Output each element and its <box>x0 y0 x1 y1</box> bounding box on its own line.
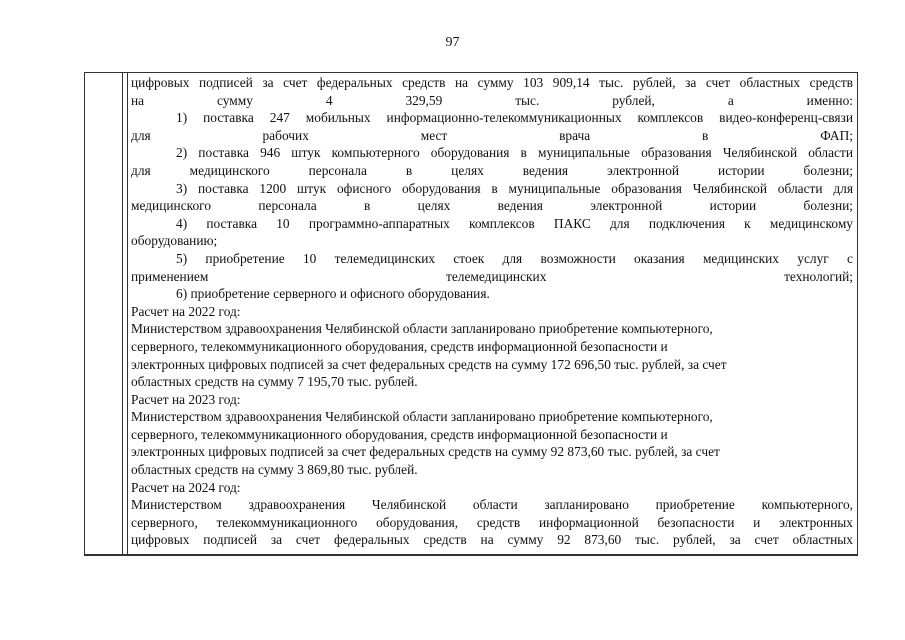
text-line: оборудованию; <box>131 233 218 249</box>
list-item <box>131 180 853 215</box>
text-line: 1) поставка 247 мобильных информационно-телекоммуникационных комплексов видео-конференц-связи <box>176 110 853 126</box>
page-number: 97 <box>445 35 460 50</box>
paragraph <box>131 408 853 478</box>
list-item <box>131 109 853 144</box>
list-item <box>131 144 853 179</box>
paragraph <box>131 496 853 549</box>
text-line: Министерством здравоохранения Челябинской области запланировано приобретение компьютерного, <box>131 409 713 425</box>
text-line: цифровых подписей за счет федеральных средств на сумму 92 873,60 тыс. рублей, за счет областных <box>131 532 853 548</box>
table-column-divider <box>127 73 128 554</box>
text-line: 2) поставка 946 штук компьютерного оборудования в муниципальные образования Челябинской области <box>176 145 853 161</box>
text-line: серверного, телекоммуникационного оборудования, средств информационной безопасности и <box>131 426 668 442</box>
text-line: 4) поставка 10 программно-аппаратных комплексов ПАКС для подключения к медицинскому <box>176 215 853 231</box>
list-item <box>131 250 853 285</box>
text-line: 6) приобретение серверного и офисного оборудования. <box>176 286 490 302</box>
table-cell-text <box>131 74 853 549</box>
list-item <box>131 215 853 250</box>
text-line: на сумму 4 329,59 тыс. рублей, а именно: <box>131 92 853 108</box>
list-item <box>131 285 853 303</box>
section-heading: Расчет на 2023 год: <box>131 391 241 407</box>
text-line: серверного, телекоммуникационного оборудования, средств информационной безопасности и электронных <box>131 514 853 530</box>
text-line: для рабочих мест врача в ФАП; <box>131 127 853 143</box>
paragraph <box>131 320 853 390</box>
document-table <box>84 72 858 556</box>
text-line: медицинского персонала в целях ведения электронной истории болезни; <box>131 198 853 214</box>
text-line: 3) поставка 1200 штук офисного оборудования в муниципальные образования Челябинской области для <box>176 180 853 196</box>
text-line: областных средств на сумму 3 869,80 тыс. рублей. <box>131 462 418 478</box>
text-line: электронных цифровых подписей за счет федеральных средств на сумму 172 696,50 тыс. рублей, за счет <box>131 356 727 372</box>
paragraph <box>131 74 853 109</box>
section-heading: Расчет на 2024 год: <box>131 479 241 495</box>
text-line: Министерством здравоохранения Челябинской области запланировано приобретение компьютерного, <box>131 497 853 513</box>
text-line: областных средств на сумму 7 195,70 тыс. рублей. <box>131 374 418 390</box>
text-line: применением телемедицинских технологий; <box>131 268 853 284</box>
text-line: электронных цифровых подписей за счет федеральных средств на сумму 92 873,60 тыс. рублей, за счет <box>131 444 720 460</box>
text-line: серверного, телекоммуникационного оборудования, средств информационной безопасности и <box>131 338 668 354</box>
text-line: 5) приобретение 10 телемедицинских стоек для возможности оказания медицинских услуг с <box>176 250 853 266</box>
text-line: Министерством здравоохранения Челябинской области запланировано приобретение компьютерного, <box>131 321 713 337</box>
text-line: цифровых подписей за счет федеральных средств на сумму 103 909,14 тыс. рублей, за счет областных средств <box>131 75 853 90</box>
table-column-divider <box>122 73 123 554</box>
section-heading: Расчет на 2022 год: <box>131 303 241 319</box>
text-line: для медицинского персонала в целях ведения электронной истории болезни; <box>131 162 853 178</box>
